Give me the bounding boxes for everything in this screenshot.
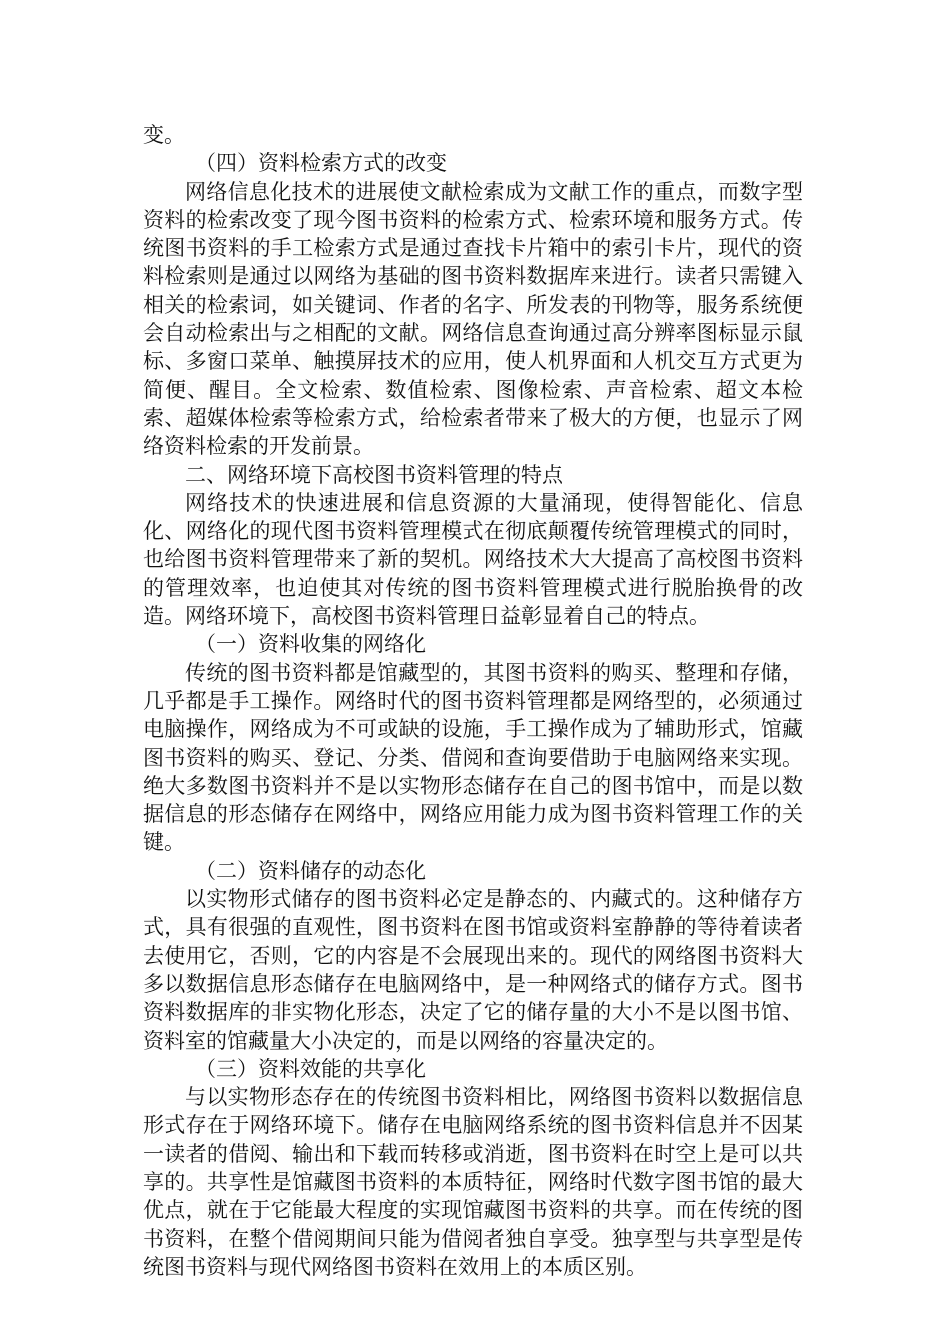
continuation-text: 变。	[143, 123, 185, 147]
section-4-title: （四）资料检索方式的改变	[195, 151, 447, 176]
section-4-paragraph: 网络信息化技术的进展使文献检索成为文献工作的重点，而数字型资料的检索改变了现今图书资料的检索方式、检索环境和服务方式。传统图书资料的手工检索方式是通过查找卡片箱中的索引卡片，现代的资料检索则是通过以网络为基础的图书资料数据库来进行。读者只需键入相关的检索词，如关键词、作者的名字、所发表的刊物等，服务系统便会自动检索出与之相配的文献。网络信息查询通过高分辨率图标显示鼠标、多窗口菜单、触摸屏技术的应用，使人机界面和人机交互方式更为简便、醒目。全文检索、数值检索、图像检索、声音检索、超文本检索、超媒体检索等检索方式，给检索者带来了极大的方便，也显示了网络资料检索的开发前景。	[143, 179, 803, 459]
part-2-title: 二、网络环境下高校图书资料管理的特点	[185, 462, 563, 487]
sub-3-paragraph: 与以实物形态存在的传统图书资料相比，网络图书资料以数据信息形式存在于网络环境下。储存在电脑网络系统的图书资料信息并不因某一读者的借阅、输出和下载而转移或消逝，图书资料在时空上是可以共享的。共享性是馆藏图书资料的本质特征，网络时代数字图书馆的最大优点，就在于它能最大程度的实现馆藏图书资料的共享。而在传统的图书资料，在整个借阅期间只能为借阅者独自享受。独享型与共享型是传统图书资料与现代网络图书资料在效用上的本质区别。	[143, 1085, 803, 1279]
document-body	[143, 121, 803, 1281]
sub-3-title: （三）资料效能的共享化	[195, 1056, 426, 1081]
sub-2-title: （二）资料储存的动态化	[195, 858, 426, 883]
sub-1-title: （一）资料收集的网络化	[195, 632, 426, 657]
sub-1-paragraph: 传统的图书资料都是馆藏型的，其图书资料的购买、整理和存储，几乎都是手工操作。网络时代的图书资料管理都是网络型的，必须通过电脑操作，网络成为不可或缺的设施，手工操作成为了辅助形式，馆藏图书资料的购买、登记、分类、借阅和查询要借助于电脑网络来实现。绝大多数图书资料并不是以实物形态储存在自己的图书馆中，而是以数据信息的形态储存在网络中，网络应用能力成为图书资料管理工作的关键。	[143, 660, 803, 855]
sub-2-paragraph: 以实物形式储存的图书资料必定是静态的、内藏式的。这种储存方式，具有很强的直观性，图书资料在图书馆或资料室静静的等待着读者去使用它，否则，它的内容是不会展现出来的。现代的网络图书资料大多以数据信息形态储存在电脑网络中，是一种网络式的储存方式。图书资料数据库的非实物化形态，决定了它的储存量的大小不是以图书馆、资料室的馆藏量大小决定的，而是以网络的容量决定的。	[143, 887, 803, 1053]
part-2-paragraph: 网络技术的快速进展和信息资源的大量涌现，使得智能化、信息化、网络化的现代图书资料管理模式在彻底颠覆传统管理模式的同时，也给图书资料管理带来了新的契机。网络技术大大提高了高校图书资料的管理效率，也迫使其对传统的图书资料管理模式进行脱胎换骨的改造。网络环境下，高校图书资料管理日益彰显着自己的特点。	[143, 490, 803, 629]
